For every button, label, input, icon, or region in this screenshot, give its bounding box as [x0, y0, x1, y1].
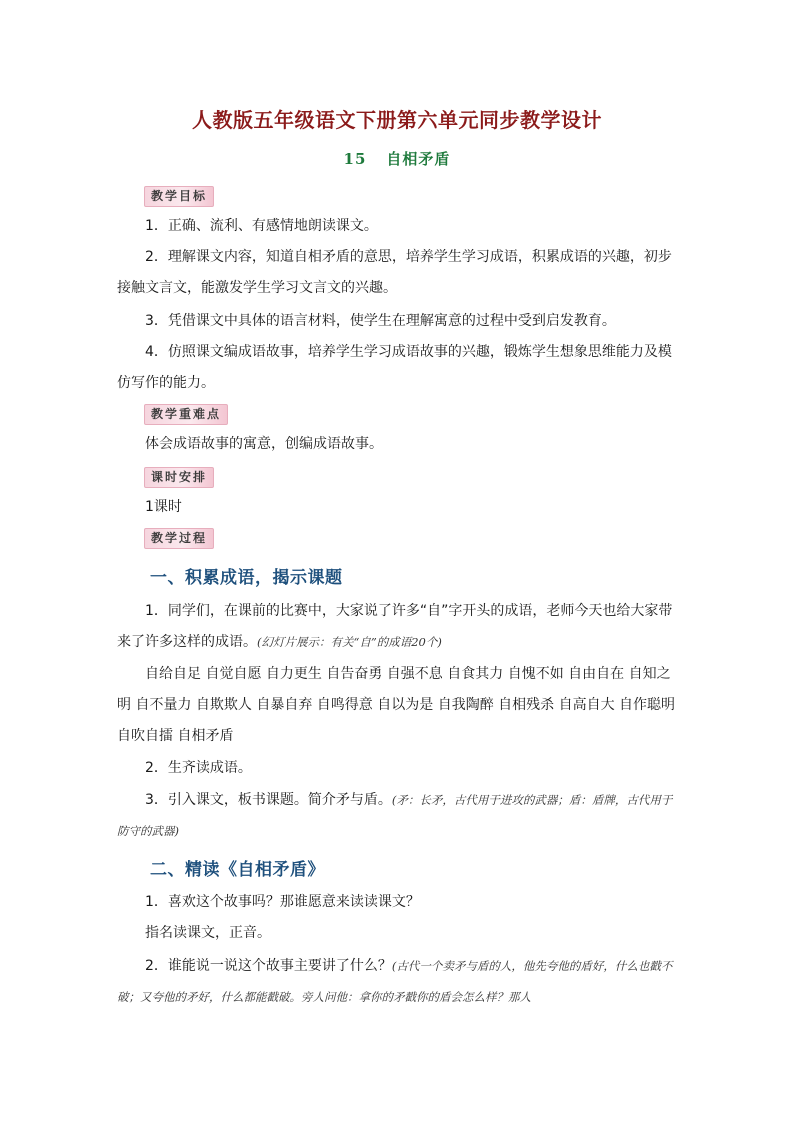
paragraph — [117, 785, 682, 847]
schedule-text: 1课时 — [145, 499, 182, 515]
keypoints-tag: 教学重难点 — [144, 404, 228, 425]
paragraph: 指名读课文，正音。 — [145, 925, 271, 941]
annotation-note: (矛：长矛，古代用于进攻的武器；盾：盾牌，古代用于防守的武器) — [117, 793, 673, 838]
lesson-title: 自相矛盾 — [386, 150, 451, 168]
paragraph-text: 3．引入课文，板书课题。简介矛与盾。 — [145, 792, 392, 808]
annotation-note: (古代一个卖矛与盾的人，他先夸他的盾好，什么也戳不破；又夸他的矛好，什么都能戳破。旁人问他：拿你的矛戳你的盾会怎么样？那人 — [117, 959, 673, 1004]
paragraph-text: 2．谁能说一说这个故事主要讲了什么？ — [145, 958, 392, 974]
objective-item: 2．理解课文内容，知道自相矛盾的意思，培养学生学习成语，积累成语的兴趣，初步接触文言文，能激发学生学习文言文的兴趣。 — [117, 249, 672, 296]
paragraph — [117, 596, 682, 658]
document-title: 人教版五年级语文下册第六单元同步教学设计 — [192, 108, 602, 132]
objective-item: 1．正确、流利、有感情地朗读课文。 — [145, 218, 378, 234]
lesson-number: 15 — [343, 150, 367, 168]
idiom-list: 自给自足 自觉自愿 自力更生 自告奋勇 自强不息 自食其力 自愧不如 自由自在 自知之明 自不量力 自欺欺人 自暴自弃 自鸣得意 自以为是 自我陶醉 自相残杀 自高自大 自作聪明 自吹自擂 自相矛盾 — [117, 666, 676, 744]
section-heading-2: 二、精读《自相矛盾》 — [150, 860, 325, 880]
lesson-heading — [0, 148, 794, 169]
objective-item: 4．仿照课文编成语故事，培养学生学习成语故事的兴趣，锻炼学生想象思维能力及模仿写作的能力。 — [117, 344, 672, 391]
paragraph: 1．喜欢这个故事吗？那谁愿意来读读课文？ — [145, 894, 420, 910]
objective-item: 3．凭借课文中具体的语言材料，使学生在理解寓意的过程中受到启发教育。 — [145, 313, 616, 329]
process-tag: 教学过程 — [144, 528, 214, 549]
paragraph: 2．生齐读成语。 — [145, 760, 252, 776]
paragraph — [117, 951, 682, 1013]
section-heading-1: 一、积累成语，揭示课题 — [150, 568, 343, 588]
keypoints-text: 体会成语故事的寓意，创编成语故事。 — [145, 436, 383, 452]
objectives-tag: 教学目标 — [144, 186, 214, 207]
slide-note: (幻灯片展示：有关“自”的成语20个) — [257, 635, 442, 649]
schedule-tag: 课时安排 — [144, 467, 214, 488]
paragraph-text: 1．同学们，在课前的比赛中，大家说了许多“自”字开头的成语，老师今天也给大家带来了许多这样的成语。 — [117, 603, 673, 650]
